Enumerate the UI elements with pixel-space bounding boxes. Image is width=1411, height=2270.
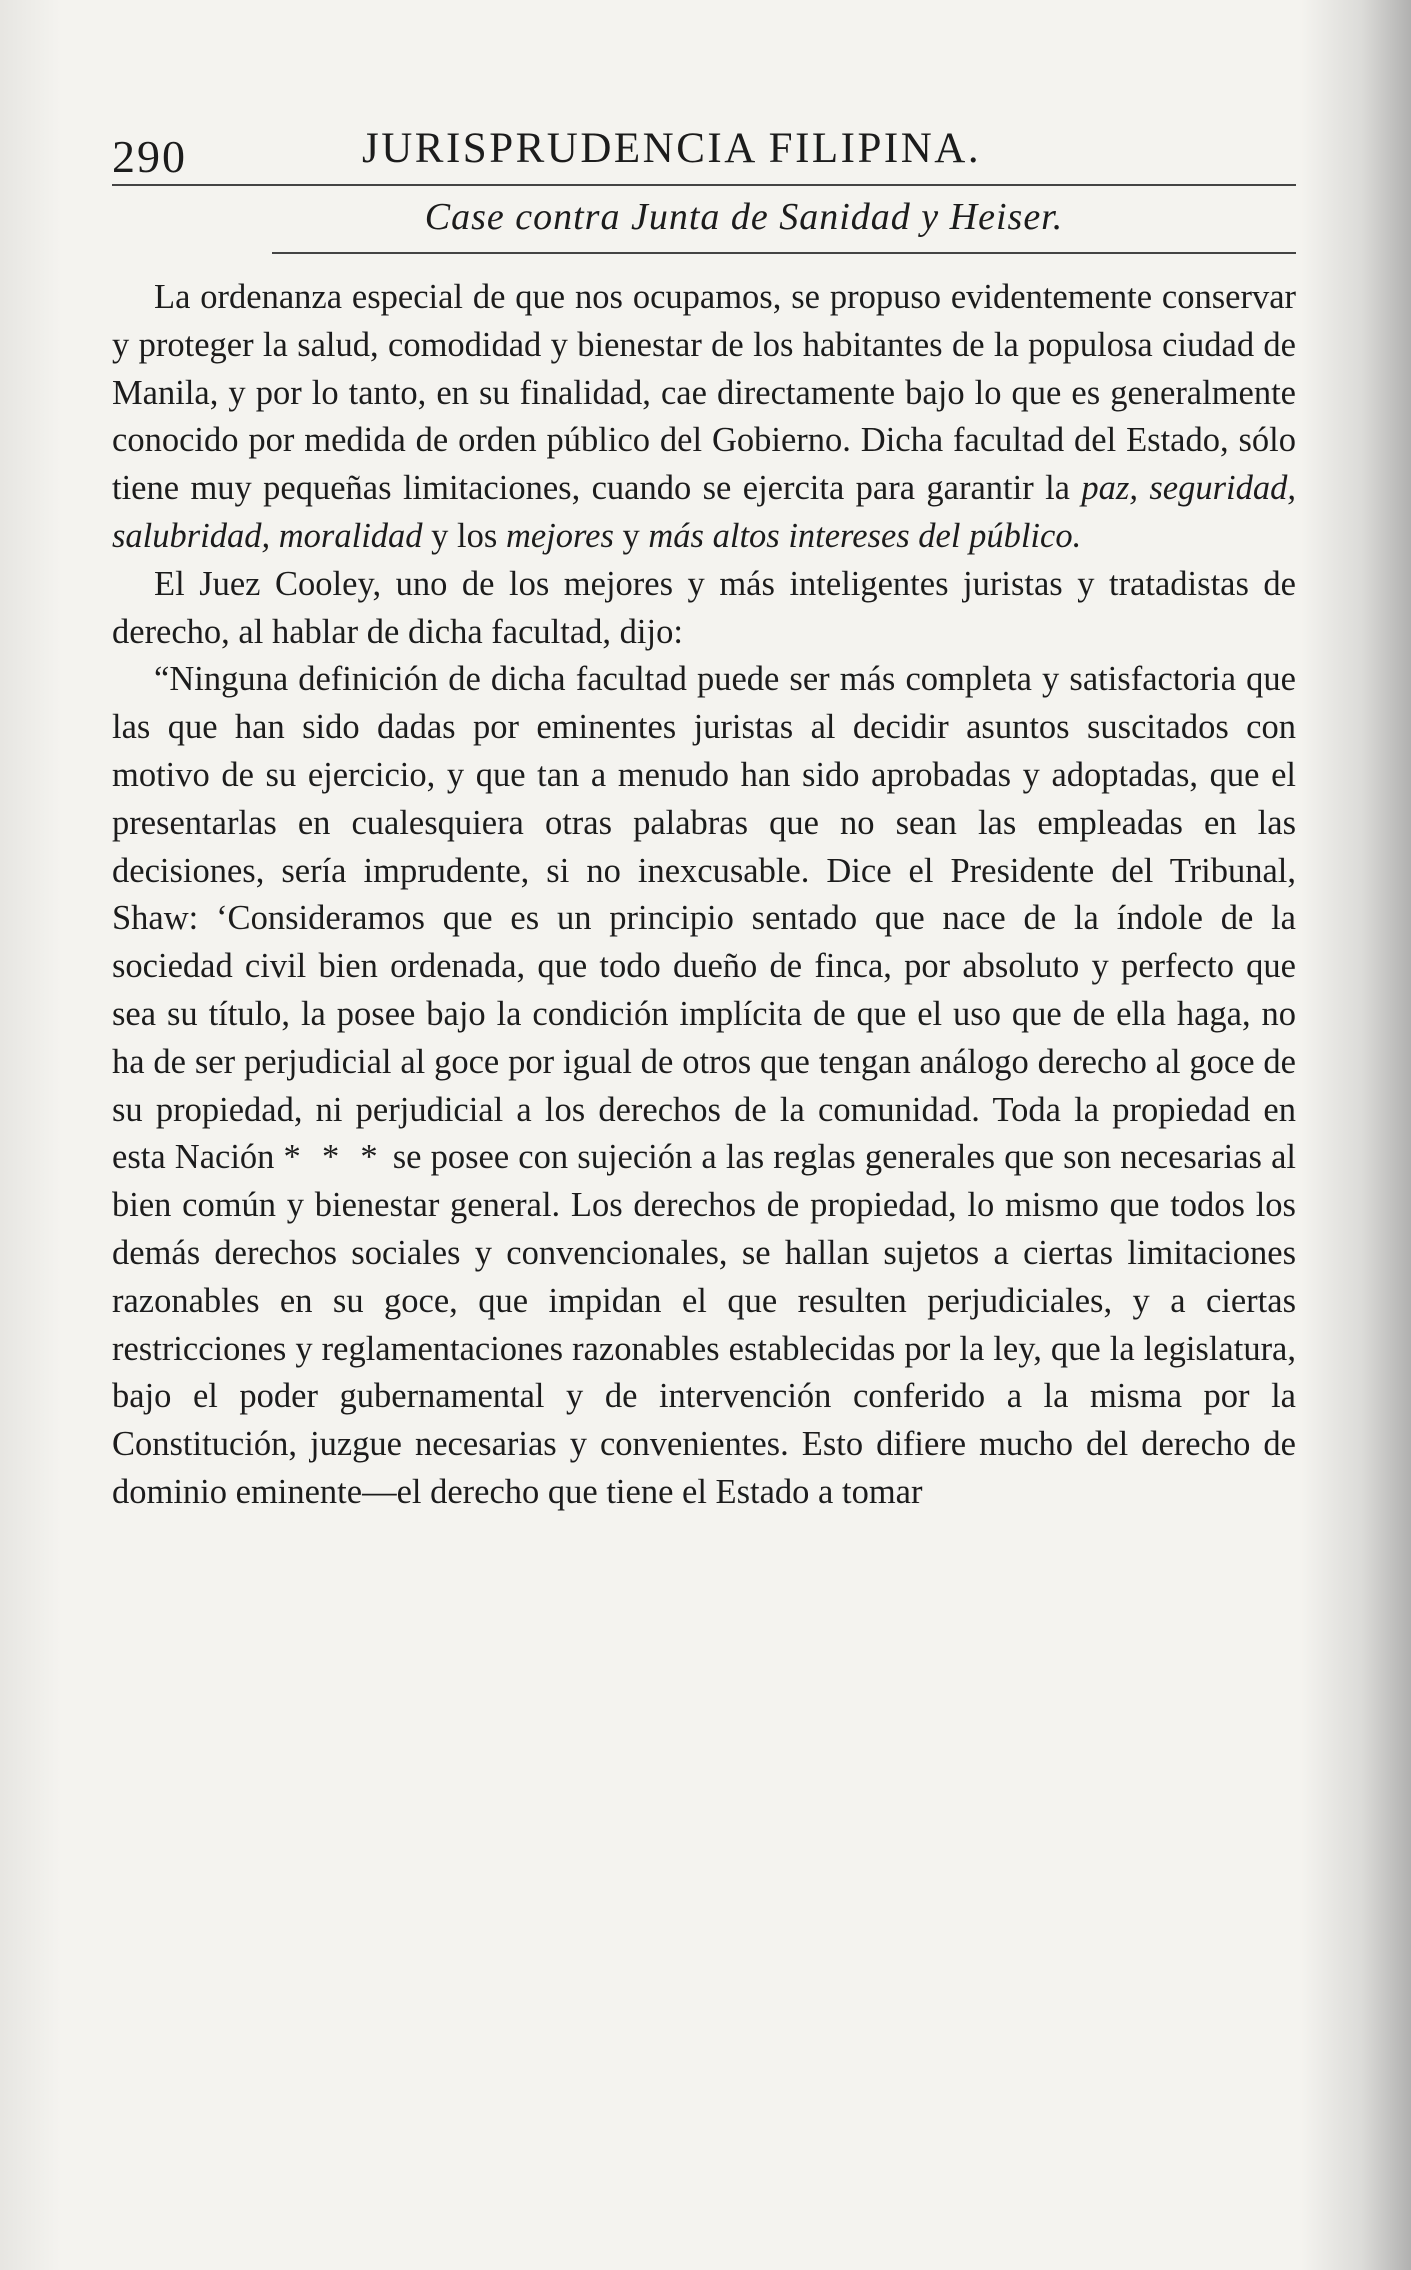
- page-header: [112, 118, 1296, 184]
- page-edge-shadow-left: [0, 0, 60, 2270]
- paragraph-1-emphasis: mejores: [505, 516, 614, 555]
- paragraph-2: El Juez Cooley, uno de los mejores y más inteligentes juristas y tratadistas de derecho, al hablar de dicha facultad, dijo:: [112, 564, 1296, 651]
- ellipsis-stars: * * *: [283, 1138, 384, 1177]
- case-title-rule: [272, 252, 1296, 254]
- body-text: [112, 274, 1296, 1517]
- case-title: Case contra Junta de Sanidad y Heiser.: [424, 196, 1064, 238]
- paragraph-1-text: La ordenanza especial de que nos ocupamos, se propuso evidentemente conservar y proteger la salud, comodidad y bienestar de los habitantes de la populosa ciudad de Manila, y por lo tanto, en su finalidad, cae directamente bajo lo que es generalmente conocido por medida de orden público del Gobierno. Dicha facultad del Estado, sólo tiene muy pequeñas limitaciones, cuando se ejercita para garantir la: [112, 278, 1296, 508]
- paragraph-1-text: y los: [422, 516, 506, 555]
- page-number: 290: [112, 131, 187, 182]
- book-page: [112, 118, 1296, 1517]
- page-edge-shadow-right: [1301, 0, 1411, 2270]
- paragraph-1-text: y: [613, 516, 649, 555]
- running-title: JURISPRUDENCIA FILIPINA.: [362, 125, 982, 172]
- paragraph-3: [112, 656, 1296, 1516]
- paragraph-1-emphasis: paz, seguridad, salubridad, moralidad: [112, 469, 1296, 555]
- paragraph-1: [112, 274, 1296, 561]
- quotation-text: “Ninguna definición de dicha facultad puede ser más completa y satisfactoria que las que han sido dadas por eminentes juristas al decidir asuntos suscitados con motivo de su ejercicio, y que tan a menudo han sido aprobadas y adoptadas, que el presentarlas en cualesquiera otras palabras que no sean las empleadas en las decisiones, sería imprudente, si no inexcusable. Dice el Presidente del Tribunal, Shaw: ‘Consideramos que es un principio sentado que nace de la índole de la sociedad civil bien ordenada, que todo dueño de finca, por absoluto y perfecto que sea su título, la posee bajo la condición implícita de que el uso que de ella haga, no ha de ser perjudicial al goce por igual de otros que tengan análogo derecho al goce de su propiedad, ni perjudicial a los derechos de la comunidad. Toda la propiedad en esta Nación: [112, 660, 1296, 1177]
- paragraph-1-emphasis: más altos intereses del público.: [648, 516, 1082, 555]
- quotation-text: se posee con sujeción a las reglas generales que son necesarias al bien común y bienestar general. Los derechos de propiedad, lo mismo que todos los demás derechos sociales y convencionales, se hallan sujetos a ciertas limitaciones razonables en su goce, que impidan el que resulten perjudiciales, y a ciertas restricciones y reglamentaciones razonables establecidas por la ley, que la legislatura, bajo el poder gubernamental y de intervención conferido a la misma por la Constitución, juzgue necesarias y convenientes. Esto difiere mucho del derecho de dominio eminente—el derecho que tiene el Estado a tomar: [112, 1138, 1297, 1511]
